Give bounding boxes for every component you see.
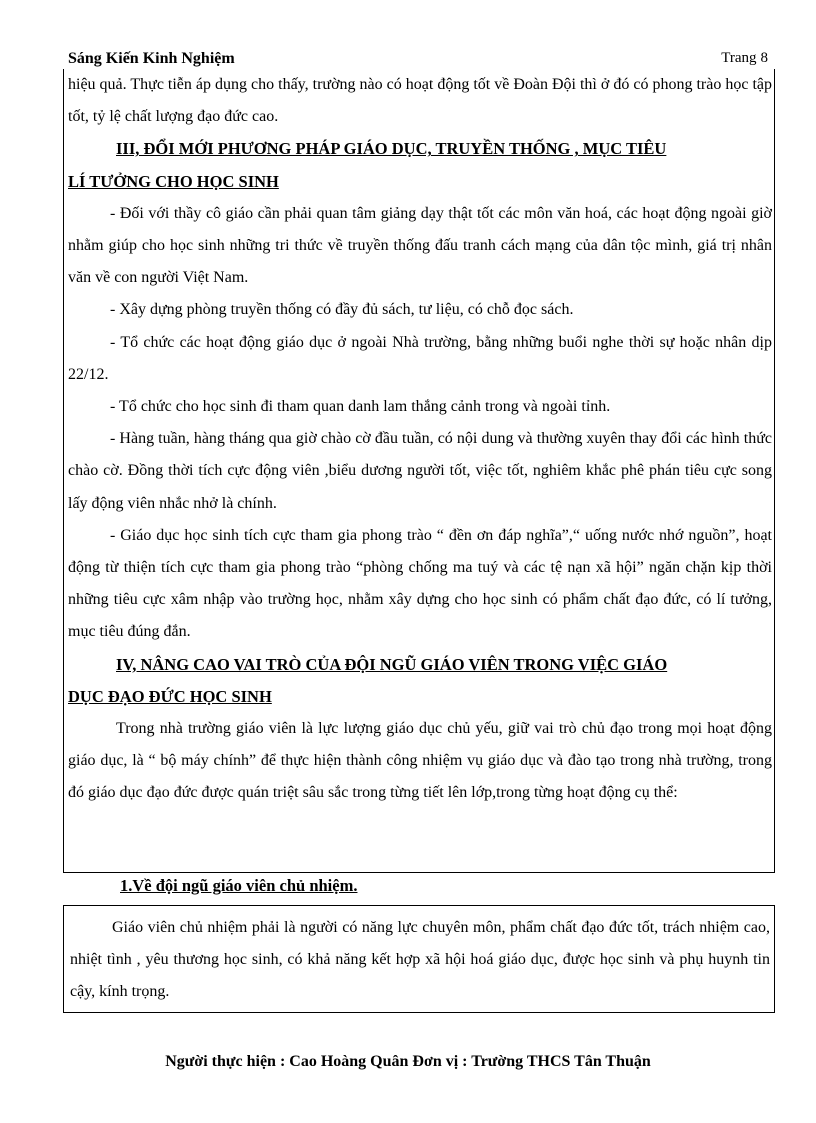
- subsection-box: [63, 905, 775, 1013]
- section3-item: - Giáo dục học sinh tích cực tham gia phong trào “ đền ơn đáp nghĩa”,“ uống nước nhớ nguồn”, hoạt động từ thiện tích cực tham gia phong trào “phòng chống ma tuý và các tệ nạn xã hội” ngăn chặn kịp thời những tiêu cực xâm nhập vào trường học, nhằm xây dựng cho học sinh có phẩm chất đạo đức, có lí tưởng, mục tiêu đúng đắn.: [68, 526, 772, 641]
- section4-heading-line1: IV, NÂNG CAO VAI TRÒ CỦA ĐỘI NGŨ GIÁO VIÊN TRONG VIỆC GIÁO: [116, 654, 668, 674]
- section4-heading-line2: DỤC ĐẠO ĐỨC HỌC SINH: [68, 686, 272, 706]
- subsection-heading: 1.Về đội ngũ giáo viên chủ nhiệm.: [120, 876, 358, 895]
- page-number: 8: [760, 50, 768, 66]
- page-header: [68, 50, 768, 70]
- intro-paragraph: hiệu quả. Thực tiễn áp dụng cho thấy, trường nào có hoạt động tốt về Đoàn Đội thì ở đó có phong trào học tập tốt, tỷ lệ chất lượng đạo đức cao.: [68, 76, 772, 126]
- document-title: Sáng Kiến Kinh Nghiệm: [68, 50, 235, 67]
- section3-heading-line2: LÍ TƯỞNG CHO HỌC SINH: [68, 171, 279, 191]
- main-text: [68, 69, 772, 810]
- section3-item: - Tổ chức các hoạt động giáo dục ở ngoài Nhà trường, bằng những buổi nghe thời sự hoặc nhân dịp 22/12.: [68, 333, 772, 383]
- section3-item: - Hàng tuần, hàng tháng qua giờ chào cờ đầu tuần, có nội dung và thường xuyên thay đổi các hình thức chào cờ. Đồng thời tích cực động viên ,biểu dương người tốt, việc tốt, nghiêm khắc phê phán tiêu cực song lấy động viên nhắc nhở là chính.: [68, 430, 772, 512]
- section4-paragraph: Trong nhà trường giáo viên là lực lượng giáo dục chủ yếu, giữ vai trò chủ đạo trong mọi hoạt động giáo dục, là “ bộ máy chính” để thực hiện thành công nhiệm vụ giáo dục và đào tạo trong nhà trường, trong đó giáo dục đạo đức được quán triệt sâu sắc trong từng tiết lên lớp,trong từng hoạt động cụ thể:: [68, 720, 772, 802]
- section3-item: - Đối với thầy cô giáo cần phải quan tâm giảng dạy thật tốt các môn văn hoá, các hoạt động ngoài giờ nhằm giúp cho học sinh những tri thức về truyền thống đấu tranh cách mạng của dân tộc mình, giá trị nhân văn về con người Việt Nam.: [68, 204, 772, 287]
- page-indicator: [721, 50, 768, 67]
- section3-heading-line1: III, ĐỔI MỚI PHƯƠNG PHÁP GIÁO DỤC, TRUYỀN THỐNG , MỤC TIÊU: [116, 139, 667, 159]
- subsection-paragraph: Giáo viên chủ nhiệm phải là người có năng lực chuyên môn, phẩm chất đạo đức tốt, trách nhiệm cao, nhiệt tình , yêu thương học sinh, có khả năng kết hợp xã hội hoá giáo dục, được học sinh và phụ huynh tin cậy, kính trọng.: [70, 919, 770, 1001]
- section3-item: - Tổ chức cho học sinh đi tham quan danh lam thắng cảnh trong và ngoài tỉnh.: [110, 398, 611, 416]
- section3-item: - Xây dựng phòng truyền thống có đầy đủ sách, tư liệu, có chỗ đọc sách.: [110, 301, 574, 319]
- main-content-box: [63, 69, 775, 873]
- page-label: Trang: [721, 50, 757, 66]
- page-footer: Người thực hiện : Cao Hoàng Quân Đơn vị : Trường THCS Tân Thuận: [165, 1053, 651, 1070]
